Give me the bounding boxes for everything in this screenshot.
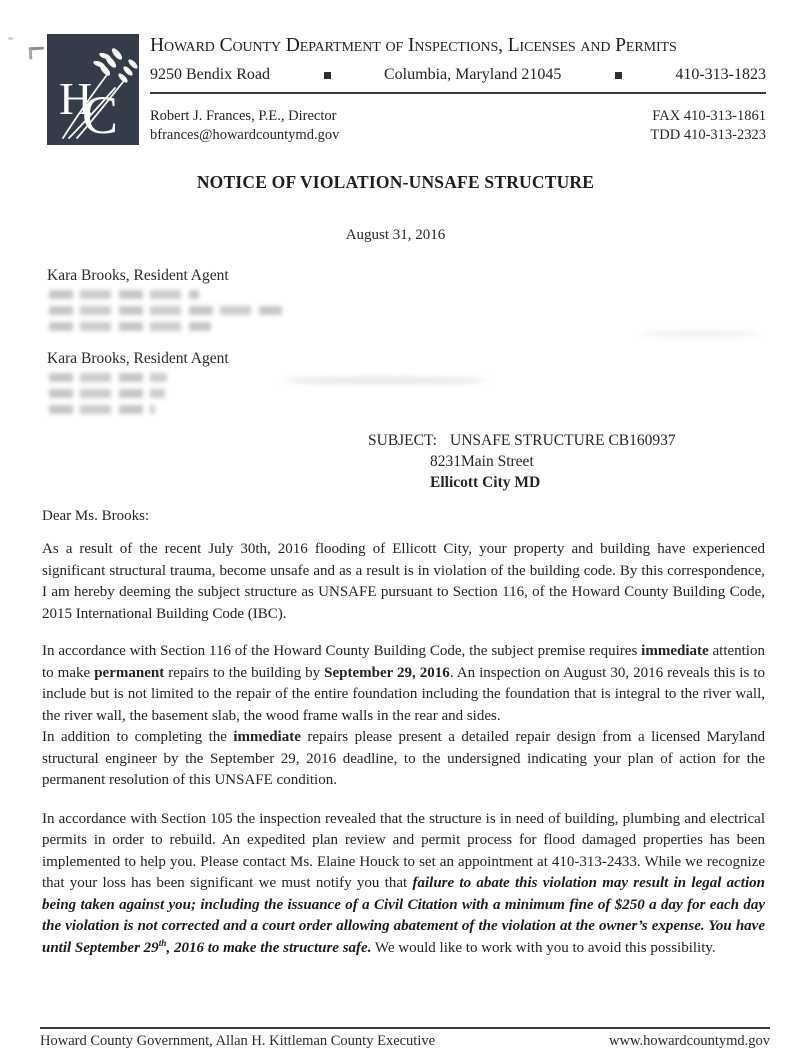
redacted-address bbox=[47, 290, 791, 331]
fax-number: FAX 410-313-1861 bbox=[652, 108, 766, 124]
city-state-zip: Columbia, Maryland 21045 bbox=[384, 66, 562, 83]
county-seal-logo bbox=[47, 34, 139, 145]
scan-artifact bbox=[640, 331, 760, 337]
body-paragraph-1: As a result of the recent July 30th, 2016 flooding of Ellicott City, your property and building have experienced significant structural trauma, become unsafe and as a result is in violation of the building code. By this correspondence, I am hereby deeming the subject structure as UNSAFE pursuant to Section 116, of the Howard County Building Code, 2015 International Building Code (IBC). bbox=[42, 541, 765, 622]
recipient-name: Kara Brooks, Resident Agent bbox=[47, 350, 229, 367]
logo-letter-c: C bbox=[82, 85, 119, 145]
director-contact-row bbox=[150, 107, 766, 145]
director-email: bfrances@howardcountymd.gov bbox=[150, 126, 340, 143]
logo-letter-h: H bbox=[59, 73, 93, 124]
letterhead bbox=[47, 34, 766, 145]
recipient-block bbox=[47, 267, 791, 331]
subject-label: SUBJECT: bbox=[368, 432, 437, 449]
tdd-number: TDD 410-313-2323 bbox=[650, 126, 766, 143]
square-bullet-icon bbox=[324, 72, 331, 79]
footer-website: www.howardcountymd.gov bbox=[609, 1033, 770, 1049]
scan-artifact bbox=[8, 37, 13, 40]
notice-title: NOTICE OF VIOLATION-UNSAFE STRUCTURE bbox=[196, 172, 595, 192]
scanned-letter-page bbox=[0, 34, 791, 1057]
body-paragraph-4: In accordance with Section 105 the inspection revealed that the structure is in need of building, plumbing and electrical permits in order to rebuild. An expedited plan review and permit process for flood damaged properties has been implemented to help you. Please contact Ms. Elaine Houck to set an appointment at 410-313-2433. While we recognize that your loss has been significant we must notify you that failure to abate this violation may result in legal action being taken against you; including the issuance of a Civil Citation with a minimum fine of $250 a day for each day the violation is not corrected and a court order allowing abatement of the violation at the owner’s expense. You have until September 29th, 2016 to make the structure safe. We would like to work with you to avoid this possibility. bbox=[42, 810, 765, 956]
page-footer bbox=[40, 1027, 770, 1050]
footer-government-line: Howard County Government, Allan H. Kittleman County Executive bbox=[40, 1033, 436, 1049]
subject-city: Ellicott City MD bbox=[430, 474, 541, 491]
subject-street: 8231Main Street bbox=[430, 453, 534, 470]
subject-case-number: UNSAFE STRUCTURE CB160937 bbox=[450, 432, 676, 449]
scan-artifact bbox=[282, 377, 487, 384]
square-bullet-icon bbox=[615, 72, 622, 79]
address-row bbox=[150, 66, 766, 84]
letter-body bbox=[42, 539, 765, 959]
letterhead-divider bbox=[150, 92, 766, 94]
director-name: Robert J. Frances, P.E., Director bbox=[150, 108, 337, 124]
body-paragraph-3: In addition to completing the immediate repairs please present a detailed repair design from a licensed Maryland structural engineer by the September 29, 2016 deadline, to the undersigned indicating your plan of action for the permanent resolution of this UNSAFE condition. bbox=[42, 729, 765, 788]
street-address: 9250 Bendix Road bbox=[150, 66, 270, 83]
scan-artifact bbox=[29, 47, 45, 60]
body-paragraph-2: In accordance with Section 116 of the Howard County Building Code, the subject premise requires immediate attention to make permanent repairs to the building by September 29, 2016. An inspection on August 30, 2016 reveals this is to include but is not limited to the repair of the entire foundation including the foundation that is integral to the river wall, the river wall, the basement slab, the wood frame walls in the rear and sides. bbox=[42, 643, 765, 724]
letter-date: August 31, 2016 bbox=[345, 227, 446, 243]
phone-number: 410-313-1823 bbox=[675, 66, 766, 83]
recipient-name: Kara Brooks, Resident Agent bbox=[47, 267, 229, 284]
subject-block bbox=[368, 430, 791, 493]
salutation: Dear Ms. Brooks: bbox=[42, 508, 150, 524]
hc-wheat-logo-icon bbox=[47, 34, 139, 145]
footer-divider bbox=[40, 1027, 770, 1029]
department-name: Howard County Department of Inspections, Licenses and Permits bbox=[150, 35, 677, 56]
